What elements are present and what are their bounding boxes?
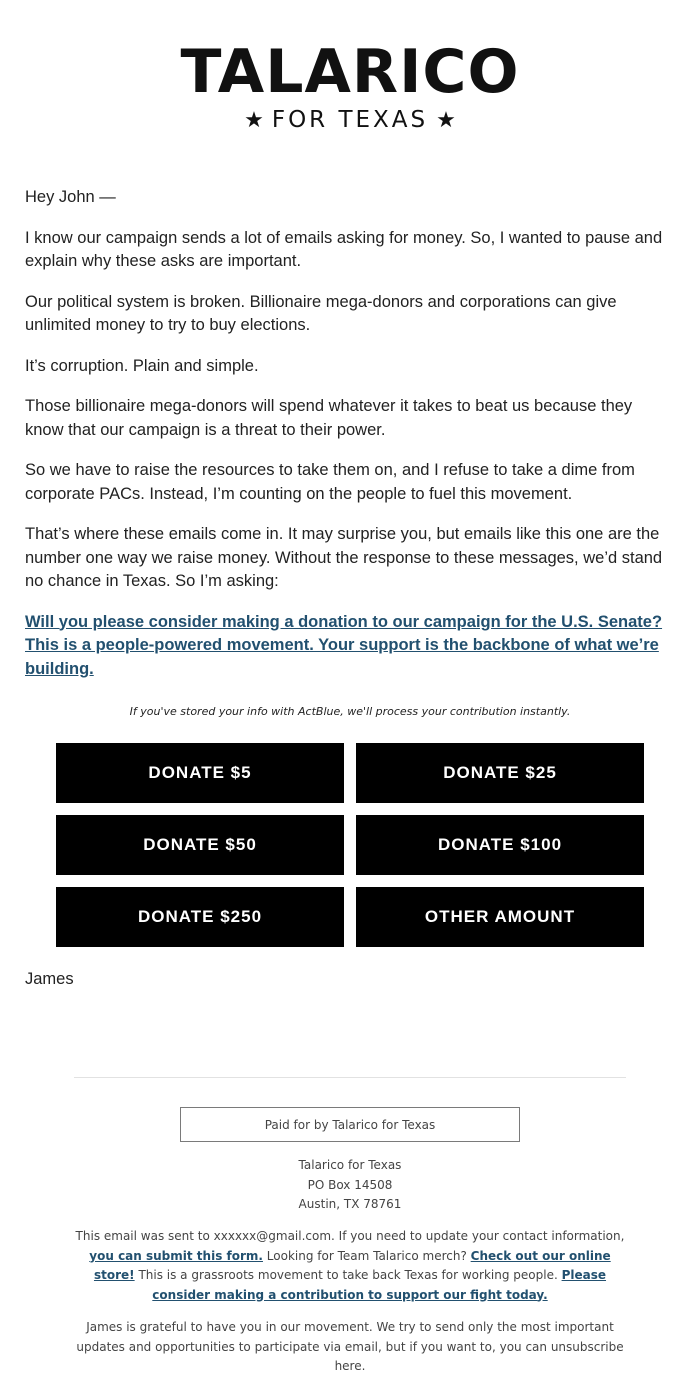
actblue-note: If you've stored your info with ActBlue, we'll process your contribution instantly.	[129, 705, 571, 718]
paragraph-2: Our political system is broken. Billionaire mega-donors and corporations can give unlimited money to try to buy elections.	[25, 292, 617, 334]
paragraph-6: That’s where these emails come in. It may surprise you, but emails like this one are the number one way we raise money. Without the response to these messages, we’d stand no chance in Texas. So I’m asking:	[25, 525, 663, 590]
donation-cta-link[interactable]: Will you please consider making a donation to our campaign for the U.S. Senate? This is a people-powered movement. Your support is the backbone of what we’re building.	[25, 612, 663, 678]
greeting: Hey John —	[25, 188, 116, 206]
paid-for-disclaimer: Paid for by Talarico for Texas	[180, 1107, 520, 1142]
logo-tagline-row	[0, 106, 700, 135]
contribution-link[interactable]: Please consider making a contribution to support our fight today.	[152, 1268, 607, 1302]
star-icon-left: ★	[244, 108, 264, 133]
email-body	[25, 186, 675, 681]
campaign-logo	[0, 37, 700, 135]
donate-250-button[interactable]: DONATE $250	[56, 887, 344, 947]
star-icon-right: ★	[436, 108, 456, 133]
paragraph-5: So we have to raise the resources to take them on, and I refuse to take a dime from corporate PACs. Instead, I’m counting on the people to fuel this movement.	[25, 461, 635, 503]
unsubscribe-paragraph: James is grateful to have you in our movement. We try to send only the most important updates and opportunities to participate via email, but if you want to, you can unsubscribe here.	[76, 1320, 624, 1373]
footer-contact-paragraph	[70, 1227, 630, 1305]
address-line-2: PO Box 14508	[307, 1177, 393, 1192]
online-store-link[interactable]: Check out our online store!	[93, 1248, 611, 1282]
other-amount-button[interactable]: OTHER AMOUNT	[356, 887, 644, 947]
donate-100-button[interactable]: DONATE $100	[356, 815, 644, 875]
donate-25-button[interactable]: DONATE $25	[356, 743, 644, 803]
logo-name: TALARICO	[180, 37, 520, 107]
logo-tagline: FOR TEXAS	[271, 107, 429, 133]
contact-text-3: This is a grassroots movement to take back Texas for working people.	[134, 1268, 562, 1282]
signoff: James	[25, 970, 74, 988]
contact-text-2: Looking for Team Talarico merch?	[262, 1248, 471, 1263]
paragraph-3: It’s corruption. Plain and simple.	[25, 356, 259, 375]
update-contact-link[interactable]: you can submit this form.	[89, 1248, 263, 1263]
address-line-3: Austin, TX 78761	[298, 1197, 402, 1211]
donate-50-button[interactable]: DONATE $50	[56, 815, 344, 875]
address-line-1: Talarico for Texas	[298, 1158, 402, 1172]
paragraph-1: I know our campaign sends a lot of emails asking for money. So, I wanted to pause and explain why these asks are important.	[25, 228, 663, 270]
footer-divider	[74, 1077, 626, 1078]
paragraph-4: Those billionaire mega-donors will spend whatever it takes to beat us because they know that our campaign is a threat to their power.	[25, 397, 633, 439]
mailing-address	[0, 1156, 700, 1215]
donate-5-button[interactable]: DONATE $5	[56, 743, 344, 803]
contact-text-1: This email was sent to xxxxxx@gmail.com. If you need to update your contact information,	[75, 1229, 625, 1243]
